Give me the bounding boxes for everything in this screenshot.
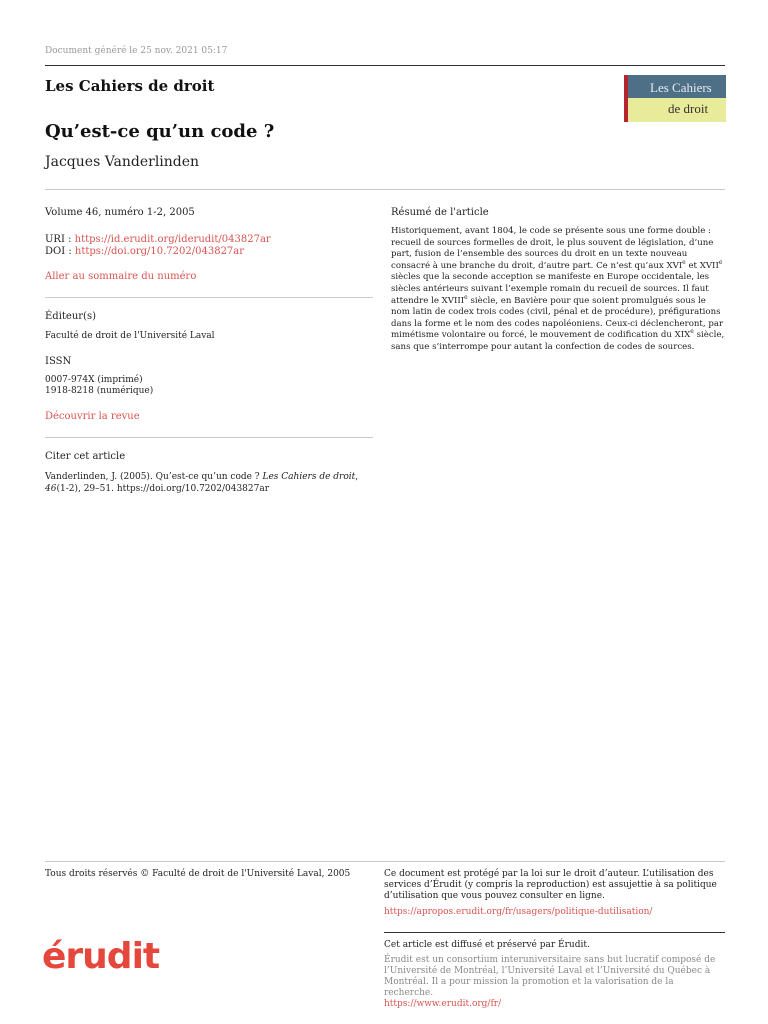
rights-notice: Tous droits réservés © Faculté de droit de l'Université Laval, 2005	[45, 869, 351, 879]
erudit-link[interactable]: https://www.erudit.org/fr/	[384, 999, 502, 1009]
editeurs-value: Faculté de droit de l'Université Laval	[45, 331, 215, 341]
doi-line	[45, 246, 271, 258]
journal-logo	[624, 75, 726, 122]
top-rule	[45, 65, 725, 66]
protection-block	[384, 869, 724, 918]
generated-date: Document généré le 25 nov. 2021 05:17	[45, 46, 228, 56]
uri-line	[45, 234, 271, 246]
citation-sep: ,	[355, 472, 359, 482]
resume-part1: Historiquement, avant 1804, le code se présente sous une forme double : recueil de sources formelles de droit, le plus souvent de législation, d’une part, fusion de l’ensemble des sources du droit en un texte nouveau consacré à une branche du droit, d’autre part. Ce n’est qu’aux XVI	[391, 226, 714, 271]
issn-print: 0007-974X (imprimé)	[45, 375, 143, 385]
resume-sup4: e	[690, 328, 694, 336]
issn-digital: 1918-8218 (numérique)	[45, 386, 154, 396]
erudit-divider	[384, 932, 725, 933]
left-divider-2	[45, 437, 373, 438]
resume-part5: siècle, sans que s’interrompe pour autant la confection de codes de sources.	[391, 330, 725, 352]
erudit-logo: érudit	[42, 936, 160, 977]
resume-sup3: e	[464, 293, 468, 301]
resume-part4: siècle, en Bavière pour que soient promulgués sous le nom latin de codex trois codes (civil, pénal et de procédure), préfigurations dans la forme et le nom des codes napoléoniens. Ceux-ci déclencheront, par mimétisme volontaire ou forcé, le mouvement de codification du XIX	[391, 295, 724, 341]
journal-name: Les Cahiers de droit	[45, 77, 215, 95]
erudit-block	[384, 940, 724, 1010]
citation	[45, 471, 365, 495]
sommaire-link[interactable]: Aller au sommaire du numéro	[45, 271, 197, 282]
consortium-text: Érudit est un consortium interuniversitaire sans but lucratif composé de l’Université de Montréal, l’Université Laval et l’Université du Québec à Montréal. Il a pour mission la promotion et la valorisation de la recherche.	[384, 955, 716, 998]
logo-line1: Les Cahiers	[650, 80, 712, 95]
citation-prefix: Vanderlinden, J. (2005). Qu’est-ce qu’un code ?	[45, 472, 263, 482]
diffuse-text: Cet article est diffusé et préservé par Érudit.	[384, 940, 590, 950]
doi-label: DOI :	[45, 246, 75, 257]
resume-part3: siècles que la seconde acception se manifeste en Europe occidentale, les siècles antérieurs suivant l’exemple romain du recueil de sources. Il faut attendre le XVIII	[391, 272, 710, 306]
volume-info: Volume 46, numéro 1-2, 2005	[45, 207, 195, 218]
resume-sup2: e	[718, 258, 723, 266]
editeurs-heading: Éditeur(s)	[45, 311, 96, 322]
doi-link[interactable]: https://doi.org/10.7202/043827ar	[74, 246, 245, 257]
logo-line2: de droit	[668, 101, 709, 116]
protection-text: Ce document est protégé par la loi sur le droit d’auteur. L’utilisation des services d’Érudit (y compris la reproduction) est assujettie à sa politique d’utilisation que vous pouvez consulter en ligne.	[384, 869, 717, 901]
article-author: Jacques Vanderlinden	[45, 154, 200, 170]
uri-label: URI :	[45, 234, 75, 245]
resume-part2: et XVII	[685, 260, 719, 271]
left-divider-1	[45, 297, 373, 298]
article-title: Qu’est-ce qu’un code ?	[45, 121, 275, 142]
policy-link[interactable]: https://apropos.erudit.org/fr/usagers/politique-dutilisation/	[384, 907, 653, 917]
citation-volume: 46	[45, 484, 57, 494]
issn-values	[45, 375, 153, 397]
header-divider	[45, 189, 725, 190]
logo-red-bar	[624, 75, 628, 122]
revue-link[interactable]: Découvrir la revue	[45, 411, 140, 422]
footer-divider	[45, 861, 725, 862]
issn-heading: ISSN	[45, 356, 72, 367]
resume-text	[391, 226, 726, 354]
identifiers	[45, 234, 271, 258]
resume-sup1: e	[682, 258, 686, 266]
citation-journal: Les Cahiers de droit	[262, 472, 356, 482]
resume-heading: Résumé de l'article	[391, 207, 489, 218]
uri-link[interactable]: https://id.erudit.org/iderudit/043827ar	[74, 234, 271, 245]
citation-suffix: (1-2), 29–51. https://doi.org/10.7202/043827ar	[56, 484, 270, 494]
citer-heading: Citer cet article	[45, 451, 126, 462]
